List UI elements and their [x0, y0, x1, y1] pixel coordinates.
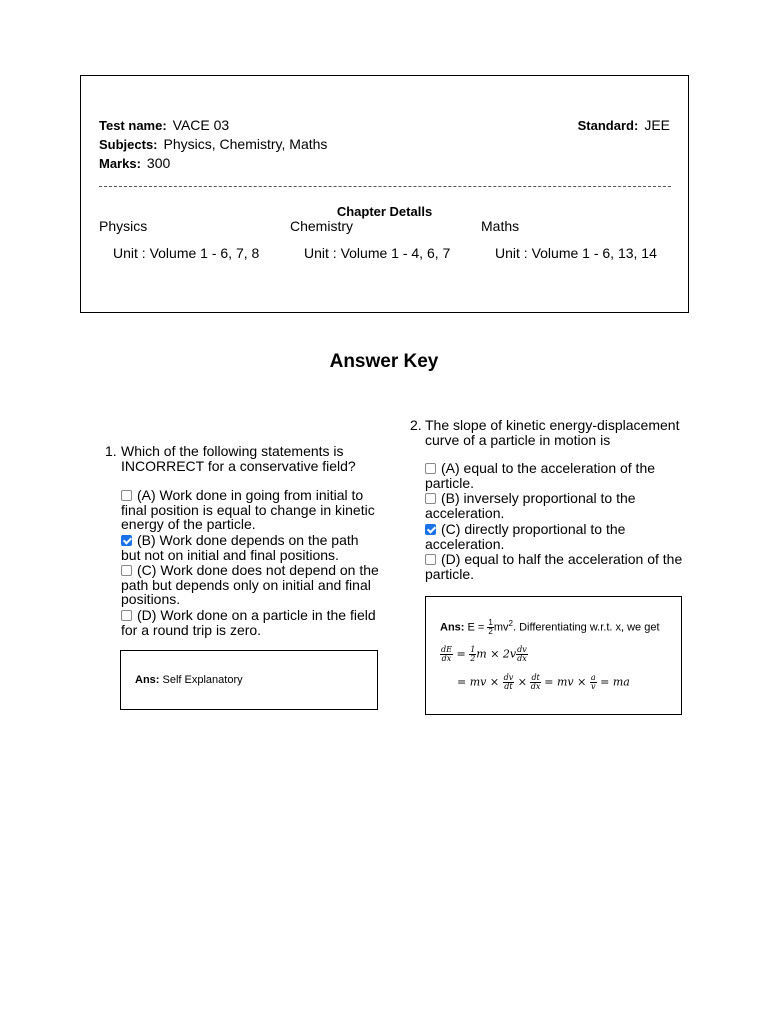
- chapter-subject-physics: Physics: [99, 218, 148, 234]
- answer-line-3: = mv × $\frac{dv}{dt}$ × $\frac{dt}{dx}$ = mv × $\frac{a}{v}$ = ma: [457, 673, 630, 691]
- answer-label: Ans:: [135, 674, 160, 686]
- option-c[interactable]: [121, 563, 383, 607]
- checkbox-icon[interactable]: [425, 463, 436, 474]
- test-name-value: VACE 03: [172, 117, 230, 133]
- question-number: 2.: [410, 417, 422, 433]
- answer-rest: . Differentiating w.r.t. x, we get: [512, 621, 660, 634]
- option-a[interactable]: [425, 461, 687, 490]
- page-title: Answer Key: [329, 351, 439, 372]
- answer-label: Ans:: [440, 621, 465, 634]
- checkbox-icon[interactable]: [425, 493, 436, 504]
- subjects-row: [99, 136, 327, 153]
- answer-box-2: [425, 596, 682, 715]
- option-text: (D) equal to half the acceleration of the particle.: [425, 551, 683, 582]
- answer-prefix: E =: [467, 621, 485, 634]
- subjects-value: Physics, Chemistry, Maths: [163, 136, 328, 152]
- chapter-unit-physics: Unit : Volume 1 - 6, 7, 8: [113, 245, 260, 261]
- option-b[interactable]: [121, 533, 379, 562]
- checkbox-icon[interactable]: [425, 554, 436, 565]
- question-text: Which of the following statements is INCORRECT for a conservative field?: [121, 443, 356, 474]
- question-text: The slope of kinetic energy-displacement curve of a particle in motion is: [425, 417, 680, 448]
- checkbox-icon[interactable]: [121, 565, 132, 576]
- chapter-details-title: Chapter Detalls: [336, 204, 433, 219]
- test-name-label: Test name:: [99, 118, 167, 133]
- option-text: (B) Work done depends on the path but not on initial and final positions.: [121, 532, 359, 563]
- standard-row: [578, 117, 670, 134]
- answer-line-1: [440, 619, 660, 636]
- answer-line-2: $\frac{dE}{dx}$ = $\frac{1}{2}$ m × 2v $\frac{dv}{dx}$: [441, 645, 527, 663]
- checked-checkbox-icon[interactable]: [425, 524, 436, 535]
- subjects-label: Subjects:: [99, 137, 158, 152]
- answer-exponent: 2: [508, 619, 513, 628]
- test-info-box: [80, 75, 689, 313]
- answer-suffix: mv: [493, 621, 509, 634]
- marks-row: [99, 155, 170, 172]
- chapter-subject-maths: Maths: [481, 218, 520, 234]
- answer-value: Self Explanatory: [162, 674, 243, 686]
- option-a[interactable]: [121, 488, 379, 532]
- option-b[interactable]: [425, 491, 687, 520]
- marks-label: Marks:: [99, 156, 141, 171]
- question-number: 1.: [105, 443, 117, 459]
- standard-value: JEE: [644, 117, 670, 133]
- chapter-subject-chemistry: Chemistry: [290, 218, 354, 234]
- option-text: (A) Work done in going from initial to final position is equal to change in kinetic energy of the particle.: [121, 487, 375, 532]
- option-text: (D) Work done on a particle in the field for a round trip is zero.: [121, 607, 376, 638]
- half-fraction: $\frac{1}{2}$: [488, 618, 493, 637]
- divider: [99, 186, 671, 187]
- standard-label: Standard:: [577, 118, 639, 133]
- answer-box-1: [120, 650, 378, 710]
- answer-text: [135, 674, 243, 686]
- option-c[interactable]: [425, 522, 687, 551]
- option-d[interactable]: [121, 608, 383, 637]
- marks-value: 300: [146, 155, 171, 171]
- chapter-unit-chemistry: Unit : Volume 1 - 4, 6, 7: [304, 245, 451, 261]
- test-name-row: [99, 117, 229, 134]
- checkbox-icon[interactable]: [121, 490, 132, 501]
- option-text: (C) Work done does not depend on the path but depends only on initial and final positions.: [121, 562, 379, 607]
- checkbox-icon[interactable]: [121, 610, 132, 621]
- option-text: (B) inversely proportional to the acceleration.: [425, 490, 636, 521]
- option-text: (A) equal to the acceleration of the particle.: [425, 460, 656, 491]
- option-d[interactable]: [425, 552, 687, 581]
- chapter-unit-maths: Unit : Volume 1 - 6, 13, 14: [495, 245, 657, 261]
- checked-checkbox-icon[interactable]: [121, 535, 132, 546]
- option-text: (C) directly proportional to the acceleration.: [425, 521, 626, 552]
